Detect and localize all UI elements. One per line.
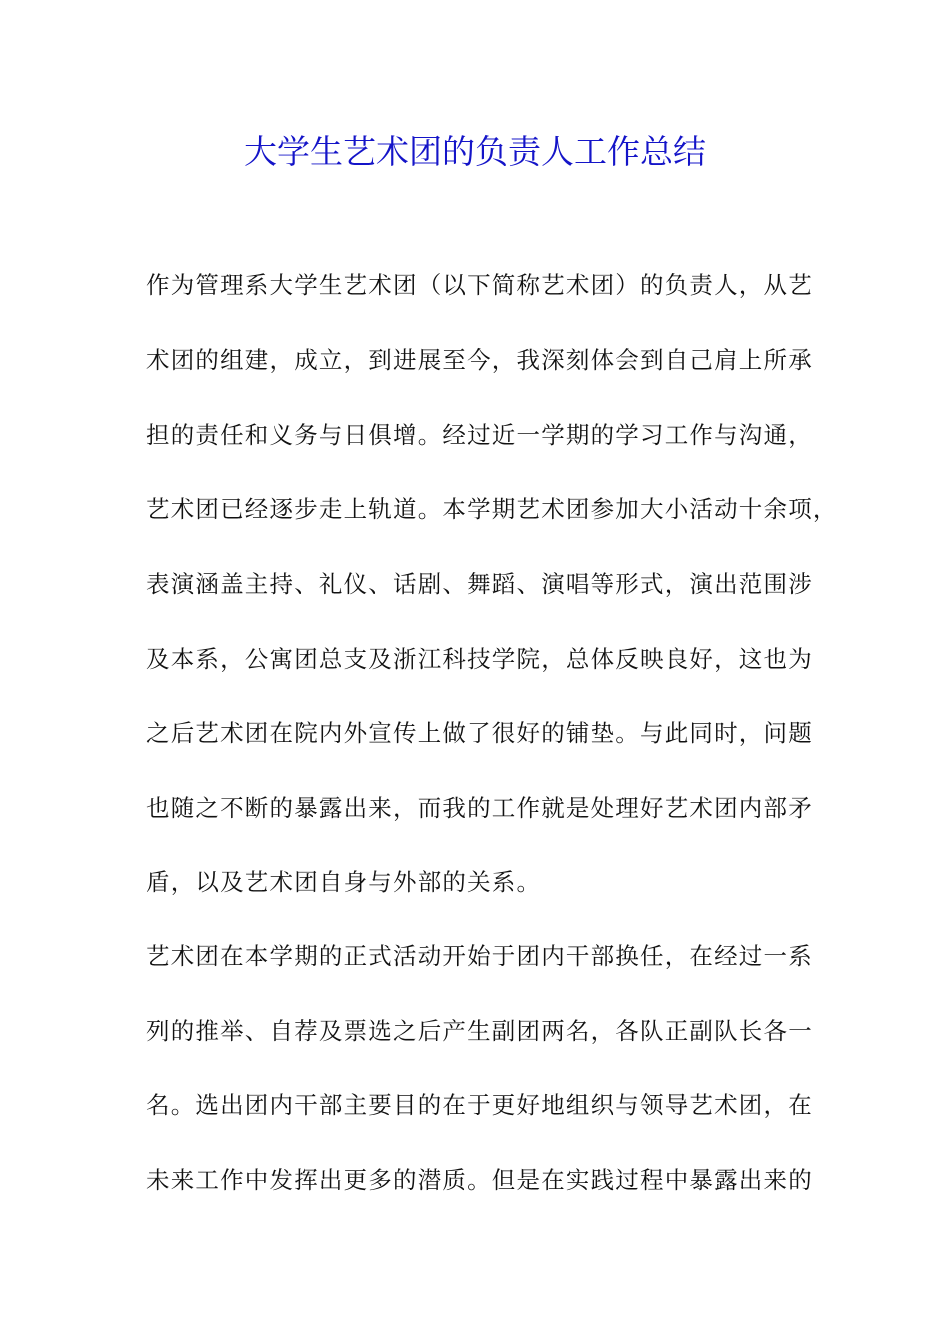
body-line: 也随之不断的暴露出来，而我的工作就是处理好艺术团内部矛 (146, 794, 813, 822)
body-line: 名。选出团内干部主要目的在于更好地组织与领导艺术团，在 (146, 1091, 813, 1119)
document-title: 大学生艺术团的负责人工作总结 (244, 132, 706, 171)
body-line: 表演涵盖主持、礼仪、话剧、舞蹈、演唱等形式，演出范围涉 (146, 570, 813, 598)
body-line: 艺术团在本学期的正式活动开始于团内干部换任，在经过一系 (146, 942, 813, 970)
body-line: 作为管理系大学生艺术团（以下简称艺术团）的负责人，从艺 (146, 271, 813, 299)
body-line: 术团的组建，成立，到进展至今，我深刻体会到自己肩上所承 (146, 346, 813, 374)
body-line: 艺术团已经逐步走上轨道。本学期艺术团参加大小活动十余项， (146, 495, 838, 523)
body-line: 及本系，公寓团总支及浙江科技学院，总体反映良好，这也为 (146, 645, 813, 673)
body-line: 担的责任和义务与日俱增。经过近一学期的学习工作与沟通， (146, 421, 813, 449)
body-line: 之后艺术团在院内外宣传上做了很好的铺垫。与此同时，问题 (146, 719, 813, 747)
body-line: 未来工作中发挥出更多的潜质。但是在实践过程中暴露出来的 (146, 1166, 813, 1194)
body-line: 列的推举、自荐及票选之后产生副团两名，各队正副队长各一 (146, 1017, 813, 1045)
body-line: 盾，以及艺术团自身与外部的关系。 (146, 868, 542, 896)
